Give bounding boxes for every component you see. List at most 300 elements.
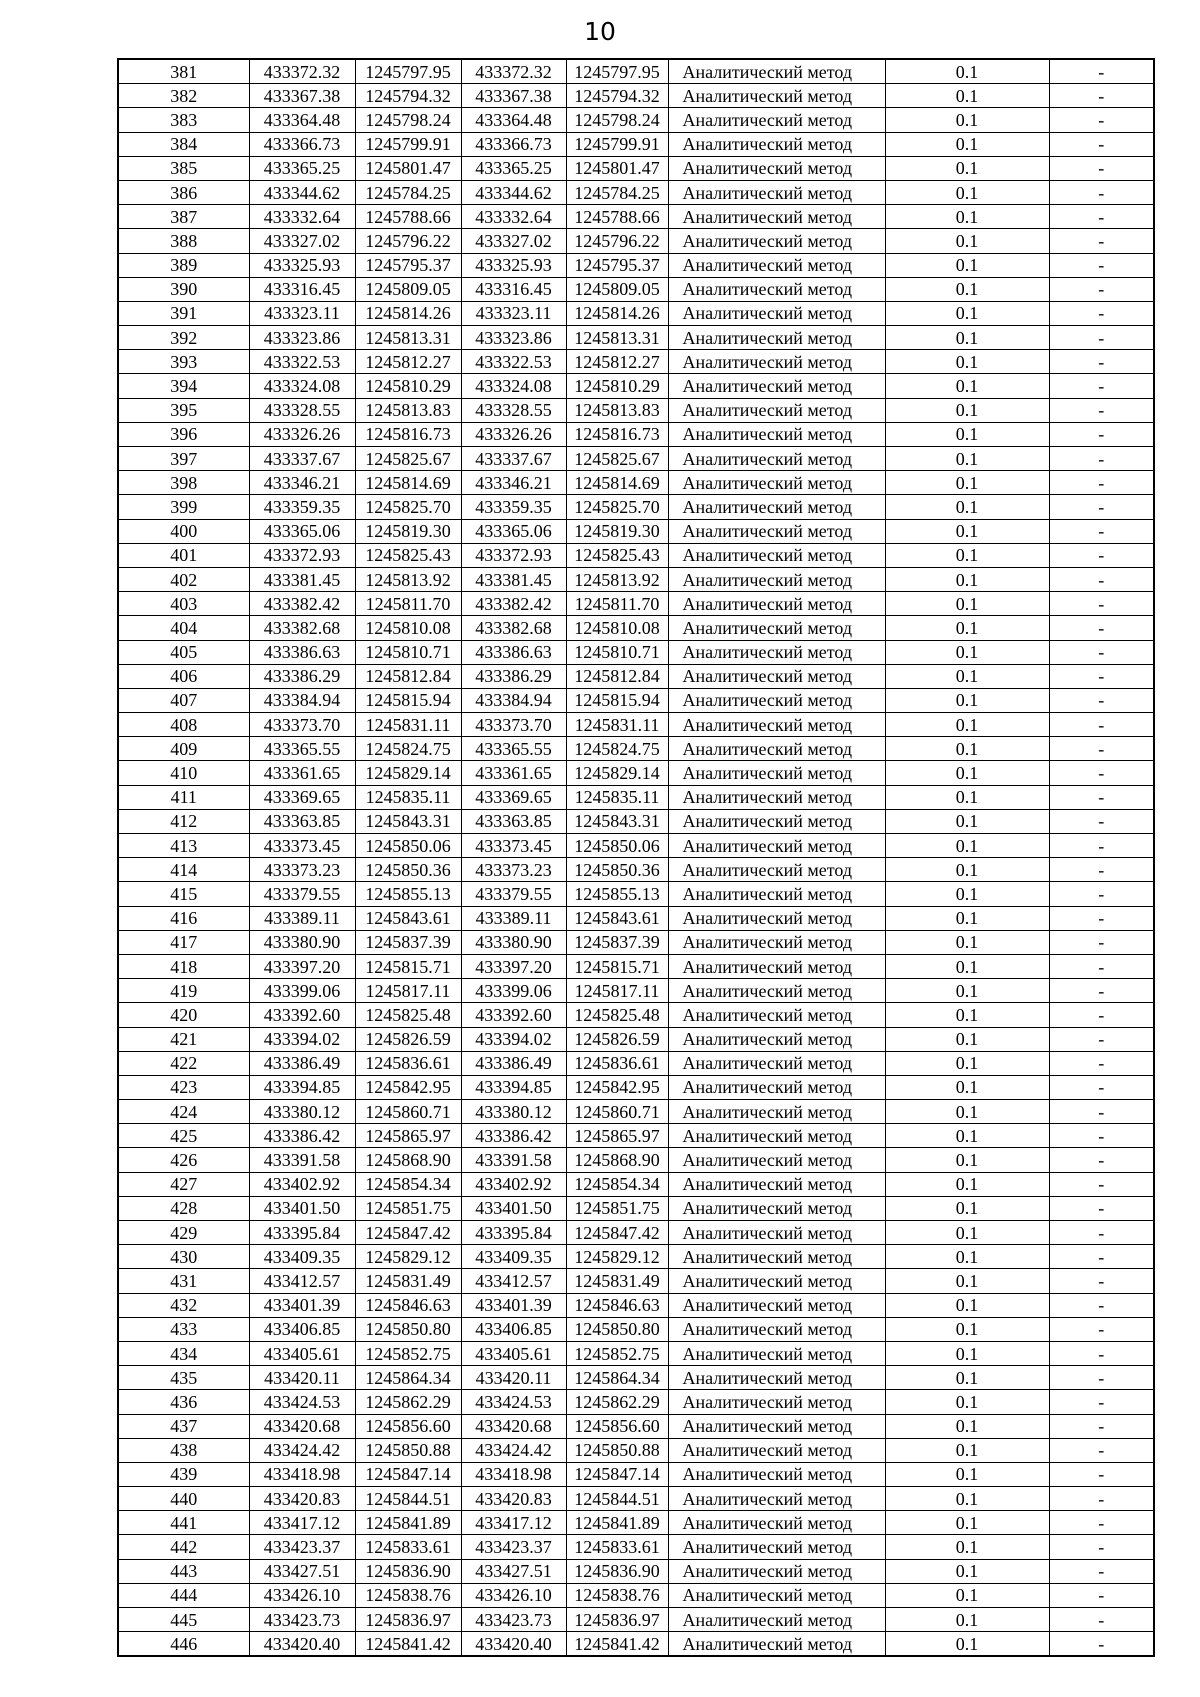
- y-old-cell: 1245825.67: [355, 447, 461, 471]
- accuracy-cell: 0.1: [885, 882, 1049, 906]
- table-row: [118, 471, 1154, 495]
- point-number-cell: 423: [118, 1075, 249, 1099]
- y-new-cell: 1245851.75: [566, 1196, 668, 1220]
- table-row: [118, 882, 1154, 906]
- x-new-cell: 433426.10: [461, 1583, 566, 1607]
- y-old-cell: 1245841.42: [355, 1632, 461, 1657]
- y-new-cell: 1245846.63: [566, 1293, 668, 1317]
- point-number-cell: 438: [118, 1438, 249, 1462]
- accuracy-cell: 0.1: [885, 205, 1049, 229]
- y-new-cell: 1245801.47: [566, 156, 668, 180]
- x-old-cell: 433316.45: [249, 277, 355, 301]
- y-old-cell: 1245815.71: [355, 954, 461, 978]
- x-new-cell: 433372.93: [461, 543, 566, 567]
- x-new-cell: 433373.23: [461, 858, 566, 882]
- table-row: [118, 1487, 1154, 1511]
- method-cell: Аналитический метод: [668, 1414, 885, 1438]
- x-new-cell: 433373.45: [461, 834, 566, 858]
- table-row: [118, 108, 1154, 132]
- table-row: [118, 1293, 1154, 1317]
- description-cell: -: [1049, 858, 1154, 882]
- x-old-cell: 433332.64: [249, 205, 355, 229]
- accuracy-cell: 0.1: [885, 688, 1049, 712]
- y-old-cell: 1245817.11: [355, 979, 461, 1003]
- y-new-cell: 1245847.42: [566, 1221, 668, 1245]
- method-cell: Аналитический метод: [668, 253, 885, 277]
- y-old-cell: 1245812.84: [355, 664, 461, 688]
- table-row: [118, 1100, 1154, 1124]
- point-number-cell: 436: [118, 1390, 249, 1414]
- method-cell: Аналитический метод: [668, 713, 885, 737]
- x-new-cell: 433373.70: [461, 713, 566, 737]
- x-old-cell: 433373.45: [249, 834, 355, 858]
- method-cell: Аналитический метод: [668, 1462, 885, 1486]
- y-new-cell: 1245843.31: [566, 809, 668, 833]
- x-old-cell: 433382.42: [249, 592, 355, 616]
- accuracy-cell: 0.1: [885, 906, 1049, 930]
- table-row: [118, 59, 1154, 84]
- x-new-cell: 433424.53: [461, 1390, 566, 1414]
- y-new-cell: 1245829.12: [566, 1245, 668, 1269]
- y-new-cell: 1245836.97: [566, 1608, 668, 1632]
- y-old-cell: 1245843.61: [355, 906, 461, 930]
- table-row: [118, 326, 1154, 350]
- method-cell: Аналитический метод: [668, 1245, 885, 1269]
- y-old-cell: 1245798.24: [355, 108, 461, 132]
- x-new-cell: 433379.55: [461, 882, 566, 906]
- accuracy-cell: 0.1: [885, 1535, 1049, 1559]
- page-number: 10: [584, 17, 616, 46]
- table-row: [118, 1269, 1154, 1293]
- description-cell: -: [1049, 761, 1154, 785]
- y-new-cell: 1245794.32: [566, 84, 668, 108]
- accuracy-cell: 0.1: [885, 277, 1049, 301]
- accuracy-cell: 0.1: [885, 1293, 1049, 1317]
- table-row: [118, 834, 1154, 858]
- x-new-cell: 433420.11: [461, 1366, 566, 1390]
- accuracy-cell: 0.1: [885, 1632, 1049, 1657]
- y-new-cell: 1245825.67: [566, 447, 668, 471]
- y-new-cell: 1245795.37: [566, 253, 668, 277]
- table-row: [118, 1632, 1154, 1657]
- y-new-cell: 1245856.60: [566, 1414, 668, 1438]
- description-cell: -: [1049, 447, 1154, 471]
- description-cell: -: [1049, 1172, 1154, 1196]
- point-number-cell: 439: [118, 1462, 249, 1486]
- point-number-cell: 391: [118, 301, 249, 325]
- y-old-cell: 1245835.11: [355, 785, 461, 809]
- y-new-cell: 1245835.11: [566, 785, 668, 809]
- accuracy-cell: 0.1: [885, 785, 1049, 809]
- table-row: [118, 592, 1154, 616]
- y-old-cell: 1245831.49: [355, 1269, 461, 1293]
- point-number-cell: 443: [118, 1559, 249, 1583]
- description-cell: -: [1049, 1390, 1154, 1414]
- y-new-cell: 1245833.61: [566, 1535, 668, 1559]
- x-new-cell: 433386.42: [461, 1124, 566, 1148]
- point-number-cell: 422: [118, 1051, 249, 1075]
- table-row: [118, 1027, 1154, 1051]
- y-old-cell: 1245795.37: [355, 253, 461, 277]
- method-cell: Аналитический метод: [668, 1269, 885, 1293]
- description-cell: -: [1049, 1100, 1154, 1124]
- point-number-cell: 406: [118, 664, 249, 688]
- point-number-cell: 396: [118, 422, 249, 446]
- y-new-cell: 1245852.75: [566, 1341, 668, 1365]
- description-cell: -: [1049, 84, 1154, 108]
- y-new-cell: 1245814.26: [566, 301, 668, 325]
- x-old-cell: 433323.86: [249, 326, 355, 350]
- y-new-cell: 1245825.43: [566, 543, 668, 567]
- y-old-cell: 1245847.42: [355, 1221, 461, 1245]
- x-old-cell: 433395.84: [249, 1221, 355, 1245]
- table-row: [118, 398, 1154, 422]
- point-number-cell: 429: [118, 1221, 249, 1245]
- table-row: [118, 1196, 1154, 1220]
- description-cell: -: [1049, 1487, 1154, 1511]
- y-old-cell: 1245844.51: [355, 1487, 461, 1511]
- point-number-cell: 424: [118, 1100, 249, 1124]
- y-new-cell: 1245855.13: [566, 882, 668, 906]
- point-number-cell: 408: [118, 713, 249, 737]
- x-new-cell: 433369.65: [461, 785, 566, 809]
- accuracy-cell: 0.1: [885, 471, 1049, 495]
- x-old-cell: 433386.29: [249, 664, 355, 688]
- x-old-cell: 433402.92: [249, 1172, 355, 1196]
- y-old-cell: 1245856.60: [355, 1414, 461, 1438]
- table-row: [118, 1583, 1154, 1607]
- accuracy-cell: 0.1: [885, 954, 1049, 978]
- method-cell: Аналитический метод: [668, 688, 885, 712]
- method-cell: Аналитический метод: [668, 1608, 885, 1632]
- point-number-cell: 384: [118, 132, 249, 156]
- table-row: [118, 809, 1154, 833]
- y-new-cell: 1245815.94: [566, 688, 668, 712]
- accuracy-cell: 0.1: [885, 1341, 1049, 1365]
- method-cell: Аналитический метод: [668, 447, 885, 471]
- accuracy-cell: 0.1: [885, 374, 1049, 398]
- x-old-cell: 433361.65: [249, 761, 355, 785]
- y-old-cell: 1245810.08: [355, 616, 461, 640]
- y-old-cell: 1245816.73: [355, 422, 461, 446]
- y-new-cell: 1245819.30: [566, 519, 668, 543]
- table-row: [118, 519, 1154, 543]
- x-new-cell: 433420.68: [461, 1414, 566, 1438]
- y-old-cell: 1245810.71: [355, 640, 461, 664]
- point-number-cell: 400: [118, 519, 249, 543]
- point-number-cell: 394: [118, 374, 249, 398]
- method-cell: Аналитический метод: [668, 1075, 885, 1099]
- accuracy-cell: 0.1: [885, 108, 1049, 132]
- accuracy-cell: 0.1: [885, 519, 1049, 543]
- description-cell: -: [1049, 713, 1154, 737]
- table-row: [118, 1535, 1154, 1559]
- x-new-cell: 433323.11: [461, 301, 566, 325]
- y-new-cell: 1245843.61: [566, 906, 668, 930]
- table-row: [118, 664, 1154, 688]
- x-old-cell: 433423.73: [249, 1608, 355, 1632]
- method-cell: Аналитический метод: [668, 471, 885, 495]
- method-cell: Аналитический метод: [668, 1293, 885, 1317]
- table-row: [118, 1511, 1154, 1535]
- x-new-cell: 433381.45: [461, 567, 566, 591]
- accuracy-cell: 0.1: [885, 422, 1049, 446]
- x-new-cell: 433401.50: [461, 1196, 566, 1220]
- method-cell: Аналитический метод: [668, 326, 885, 350]
- y-new-cell: 1245813.31: [566, 326, 668, 350]
- y-new-cell: 1245813.92: [566, 567, 668, 591]
- y-old-cell: 1245810.29: [355, 374, 461, 398]
- method-cell: Аналитический метод: [668, 737, 885, 761]
- table-row: [118, 374, 1154, 398]
- method-cell: Аналитический метод: [668, 519, 885, 543]
- method-cell: Аналитический метод: [668, 156, 885, 180]
- y-new-cell: 1245814.69: [566, 471, 668, 495]
- description-cell: -: [1049, 543, 1154, 567]
- table-row: [118, 1366, 1154, 1390]
- point-number-cell: 410: [118, 761, 249, 785]
- method-cell: Аналитический метод: [668, 543, 885, 567]
- y-new-cell: 1245784.25: [566, 180, 668, 204]
- x-old-cell: 433420.83: [249, 1487, 355, 1511]
- accuracy-cell: 0.1: [885, 713, 1049, 737]
- y-new-cell: 1245825.70: [566, 495, 668, 519]
- accuracy-cell: 0.1: [885, 1003, 1049, 1027]
- description-cell: -: [1049, 277, 1154, 301]
- y-old-cell: 1245862.29: [355, 1390, 461, 1414]
- point-number-cell: 413: [118, 834, 249, 858]
- table-row: [118, 156, 1154, 180]
- accuracy-cell: 0.1: [885, 1438, 1049, 1462]
- y-old-cell: 1245825.48: [355, 1003, 461, 1027]
- point-number-cell: 382: [118, 84, 249, 108]
- table-row: [118, 1148, 1154, 1172]
- description-cell: -: [1049, 1075, 1154, 1099]
- accuracy-cell: 0.1: [885, 543, 1049, 567]
- x-old-cell: 433380.12: [249, 1100, 355, 1124]
- description-cell: -: [1049, 132, 1154, 156]
- table-row: [118, 495, 1154, 519]
- x-old-cell: 433401.39: [249, 1293, 355, 1317]
- point-number-cell: 441: [118, 1511, 249, 1535]
- table-row: [118, 1221, 1154, 1245]
- point-number-cell: 419: [118, 979, 249, 1003]
- y-old-cell: 1245850.06: [355, 834, 461, 858]
- x-new-cell: 433364.48: [461, 108, 566, 132]
- description-cell: -: [1049, 930, 1154, 954]
- point-number-cell: 417: [118, 930, 249, 954]
- table-row: [118, 132, 1154, 156]
- x-new-cell: 433380.90: [461, 930, 566, 954]
- x-old-cell: 433380.90: [249, 930, 355, 954]
- x-old-cell: 433337.67: [249, 447, 355, 471]
- x-new-cell: 433328.55: [461, 398, 566, 422]
- x-new-cell: 433395.84: [461, 1221, 566, 1245]
- description-cell: -: [1049, 785, 1154, 809]
- description-cell: -: [1049, 1124, 1154, 1148]
- x-old-cell: 433364.48: [249, 108, 355, 132]
- description-cell: -: [1049, 229, 1154, 253]
- accuracy-cell: 0.1: [885, 1124, 1049, 1148]
- method-cell: Аналитический метод: [668, 616, 885, 640]
- description-cell: -: [1049, 616, 1154, 640]
- x-new-cell: 433346.21: [461, 471, 566, 495]
- x-old-cell: 433373.70: [249, 713, 355, 737]
- x-new-cell: 433423.73: [461, 1608, 566, 1632]
- x-old-cell: 433328.55: [249, 398, 355, 422]
- point-number-cell: 425: [118, 1124, 249, 1148]
- y-new-cell: 1245860.71: [566, 1100, 668, 1124]
- x-new-cell: 433322.53: [461, 350, 566, 374]
- point-number-cell: 398: [118, 471, 249, 495]
- point-number-cell: 381: [118, 59, 249, 84]
- x-new-cell: 433325.93: [461, 253, 566, 277]
- point-number-cell: 397: [118, 447, 249, 471]
- description-cell: -: [1049, 834, 1154, 858]
- method-cell: Аналитический метод: [668, 398, 885, 422]
- y-new-cell: 1245812.84: [566, 664, 668, 688]
- accuracy-cell: 0.1: [885, 1414, 1049, 1438]
- y-old-cell: 1245799.91: [355, 132, 461, 156]
- description-cell: -: [1049, 1366, 1154, 1390]
- method-cell: Аналитический метод: [668, 229, 885, 253]
- accuracy-cell: 0.1: [885, 567, 1049, 591]
- x-new-cell: 433389.11: [461, 906, 566, 930]
- method-cell: Аналитический метод: [668, 954, 885, 978]
- x-old-cell: 433372.93: [249, 543, 355, 567]
- method-cell: Аналитический метод: [668, 1100, 885, 1124]
- y-new-cell: 1245799.91: [566, 132, 668, 156]
- point-number-cell: 387: [118, 205, 249, 229]
- table-row: [118, 1172, 1154, 1196]
- x-old-cell: 433325.93: [249, 253, 355, 277]
- description-cell: -: [1049, 664, 1154, 688]
- description-cell: -: [1049, 1462, 1154, 1486]
- y-old-cell: 1245865.97: [355, 1124, 461, 1148]
- y-old-cell: 1245838.76: [355, 1583, 461, 1607]
- accuracy-cell: 0.1: [885, 350, 1049, 374]
- method-cell: Аналитический метод: [668, 132, 885, 156]
- description-cell: -: [1049, 592, 1154, 616]
- description-cell: -: [1049, 1559, 1154, 1583]
- x-new-cell: 433409.35: [461, 1245, 566, 1269]
- x-old-cell: 433381.45: [249, 567, 355, 591]
- method-cell: Аналитический метод: [668, 422, 885, 446]
- table-row: [118, 1075, 1154, 1099]
- x-old-cell: 433424.42: [249, 1438, 355, 1462]
- x-old-cell: 433420.40: [249, 1632, 355, 1657]
- accuracy-cell: 0.1: [885, 640, 1049, 664]
- x-new-cell: 433417.12: [461, 1511, 566, 1535]
- y-old-cell: 1245784.25: [355, 180, 461, 204]
- point-number-cell: 402: [118, 567, 249, 591]
- x-old-cell: 433365.06: [249, 519, 355, 543]
- y-old-cell: 1245836.97: [355, 1608, 461, 1632]
- x-new-cell: 433326.26: [461, 422, 566, 446]
- point-number-cell: 401: [118, 543, 249, 567]
- method-cell: Аналитический метод: [668, 1583, 885, 1607]
- x-old-cell: 433401.50: [249, 1196, 355, 1220]
- point-number-cell: 407: [118, 688, 249, 712]
- point-number-cell: 405: [118, 640, 249, 664]
- x-new-cell: 433394.85: [461, 1075, 566, 1099]
- y-old-cell: 1245854.34: [355, 1172, 461, 1196]
- accuracy-cell: 0.1: [885, 616, 1049, 640]
- table-row: [118, 1608, 1154, 1632]
- method-cell: Аналитический метод: [668, 1124, 885, 1148]
- accuracy-cell: 0.1: [885, 834, 1049, 858]
- point-number-cell: 409: [118, 737, 249, 761]
- accuracy-cell: 0.1: [885, 1317, 1049, 1341]
- x-new-cell: 433423.37: [461, 1535, 566, 1559]
- method-cell: Аналитический метод: [668, 205, 885, 229]
- description-cell: -: [1049, 640, 1154, 664]
- x-old-cell: 433373.23: [249, 858, 355, 882]
- table-row: [118, 253, 1154, 277]
- table-row: [118, 979, 1154, 1003]
- accuracy-cell: 0.1: [885, 253, 1049, 277]
- point-number-cell: 440: [118, 1487, 249, 1511]
- y-old-cell: 1245797.95: [355, 59, 461, 84]
- x-new-cell: 433427.51: [461, 1559, 566, 1583]
- method-cell: Аналитический метод: [668, 979, 885, 1003]
- x-old-cell: 433363.85: [249, 809, 355, 833]
- accuracy-cell: 0.1: [885, 1583, 1049, 1607]
- x-new-cell: 433337.67: [461, 447, 566, 471]
- method-cell: Аналитический метод: [668, 277, 885, 301]
- point-number-cell: 392: [118, 326, 249, 350]
- accuracy-cell: 0.1: [885, 156, 1049, 180]
- table-row: [118, 761, 1154, 785]
- y-old-cell: 1245846.63: [355, 1293, 461, 1317]
- method-cell: Аналитический метод: [668, 592, 885, 616]
- table-row: [118, 1390, 1154, 1414]
- accuracy-cell: 0.1: [885, 1172, 1049, 1196]
- accuracy-cell: 0.1: [885, 1221, 1049, 1245]
- y-new-cell: 1245810.29: [566, 374, 668, 398]
- method-cell: Аналитический метод: [668, 1051, 885, 1075]
- method-cell: Аналитический метод: [668, 906, 885, 930]
- accuracy-cell: 0.1: [885, 1608, 1049, 1632]
- coordinates-table-body: [118, 59, 1154, 1656]
- y-old-cell: 1245819.30: [355, 519, 461, 543]
- x-old-cell: 433399.06: [249, 979, 355, 1003]
- table-row: [118, 567, 1154, 591]
- y-old-cell: 1245794.32: [355, 84, 461, 108]
- x-old-cell: 433420.11: [249, 1366, 355, 1390]
- point-number-cell: 386: [118, 180, 249, 204]
- table-row: [118, 1051, 1154, 1075]
- y-new-cell: 1245809.05: [566, 277, 668, 301]
- method-cell: Аналитический метод: [668, 495, 885, 519]
- table-row: [118, 785, 1154, 809]
- y-old-cell: 1245868.90: [355, 1148, 461, 1172]
- table-row: [118, 422, 1154, 446]
- method-cell: Аналитический метод: [668, 1438, 885, 1462]
- y-old-cell: 1245850.80: [355, 1317, 461, 1341]
- x-old-cell: 433365.25: [249, 156, 355, 180]
- description-cell: -: [1049, 471, 1154, 495]
- method-cell: Аналитический метод: [668, 1390, 885, 1414]
- point-number-cell: 430: [118, 1245, 249, 1269]
- y-new-cell: 1245812.27: [566, 350, 668, 374]
- table-row: [118, 205, 1154, 229]
- point-number-cell: 432: [118, 1293, 249, 1317]
- point-number-cell: 415: [118, 882, 249, 906]
- description-cell: -: [1049, 1051, 1154, 1075]
- table-row: [118, 180, 1154, 204]
- accuracy-cell: 0.1: [885, 301, 1049, 325]
